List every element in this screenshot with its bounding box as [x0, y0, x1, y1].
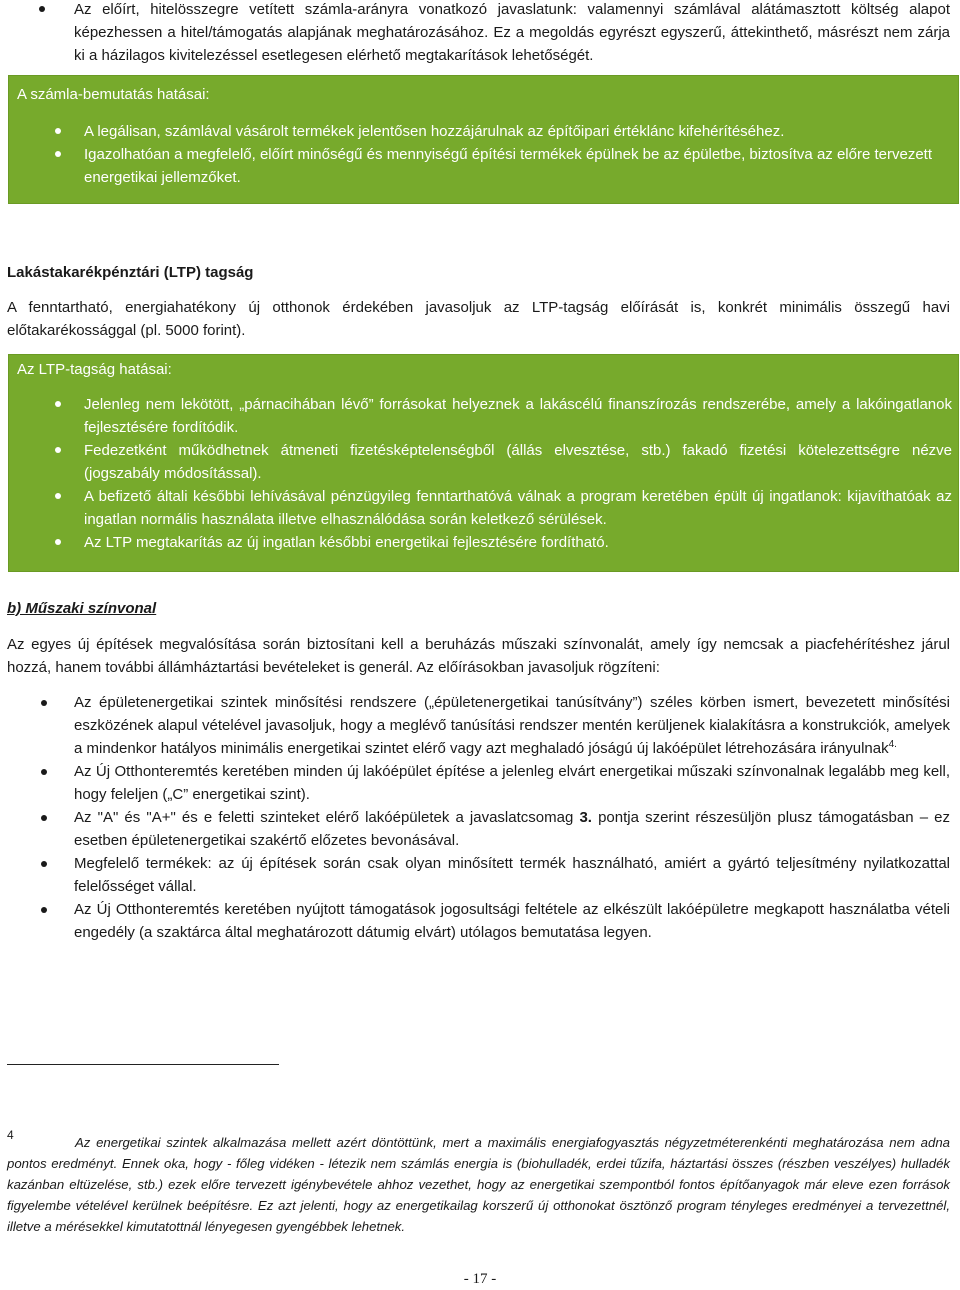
list-item [74, 691, 950, 760]
list-item: Fedezetként működhetnek átmeneti fizetésképtelenségből (állás elvesztése, stb.) fakadó fizetési kötelezettségre nézve (jogszabály módosítással). [84, 439, 952, 485]
item-text: Az "A" és "A+" és e feletti szinteket elérő lakóépületek a javaslatcsomag [74, 809, 574, 826]
footnote-divider [7, 1064, 279, 1065]
section-heading: b) Műszaki színvonal [7, 600, 157, 617]
box-bullet-list [84, 120, 952, 189]
page-number: - 17 - [463, 1271, 497, 1287]
list-item: Megfelelő termékek: az új építések során csak olyan minősített termék használható, amiért a gyártó teljesítmény nyilatkozattal felelősséget vállal. [74, 852, 950, 898]
list-item [74, 806, 950, 852]
list-item: Az Új Otthonteremtés keretében nyújtott támogatások jogosultsági feltétele az elkészült lakóépületre megkapott használatba vételi engedély (a szaktárca által meghatározott dátumig elvárt) utólagos bemutatása legyen. [74, 898, 950, 944]
item-text: pontja szerint részesüljön plusz támogatásban – ez esetben épületenergetikai szakértő előzetes bevonásával. [74, 809, 951, 849]
section-heading: Lakástakarékpénztári (LTP) tagság [7, 264, 254, 281]
list-item: Az Új Otthonteremtés keretében minden új lakóépület építése a jelenleg elvárt energetikai műszaki színvonalnak legalább meg kell, hogy feleljen („C” energetikai szint). [74, 760, 950, 806]
ltp-effects-box [8, 354, 959, 572]
top-bullet-list [74, 0, 950, 67]
box-title: Az LTP-tagság hatásai: [17, 361, 172, 378]
box-title: A számla-bemutatás hatásai: [17, 86, 210, 103]
item-bold: 3. [579, 809, 592, 826]
invoice-effects-box [8, 75, 959, 204]
requirements-list [74, 691, 950, 944]
paragraph: Az egyes új építések megvalósítása során biztosítani kell a beruházás műszaki színvonalát, amely így nemcsak a piacfehérítéshez járul hozzá, hanem további állámháztartási bevételeket is generál. Az előírásokban javasoljuk rögzíteni: [7, 636, 950, 676]
list-item: Igazolhatóan a megfelelő, előírt minőségű és mennyiségű építési termékek épülnek be az épületbe, biztosítva az előre tervezett energetikai jellemzőket. [84, 143, 952, 189]
list-item: Jelenleg nem lekötött, „párnacihában lévő” forrásokat helyeznek a lakáscélú finanszírozás rendszerébe, amely a lakóingatlanok fejlesztésére fordítódik. [84, 393, 952, 439]
item-text: Az épületenergetikai szintek minősítési rendszere („épületenergetikai tanúsítvány”) széles körben ismert, bevezetett minősítési eszközének alapul vételével javasoljuk, hogy a meglévő tanúsítási rendszer mentén kerüljenek kialakításra a konstrukciók, amelyek a mindenkor hatályos minimális energetikai szintet elérő vagy azt meghaladó jóságú új lakóépület létrehozására irányulnak [74, 694, 950, 757]
list-item: Az előírt, hitelösszegre vetített számla-arányra vonatkozó javaslatunk: valamennyi számlával alátámasztott költség alapot képezhessen a hitel/támogatás alapjának meghatározásához. Ez a megoldás egyrészt egyszerű, áttekinthető, másrészt nem zárja ki a házilagos kivitelezéssel esetlegesen elérhető megtakarítások lehetőségét. [74, 0, 950, 67]
list-item: A legálisan, számlával vásárolt termékek jelentősen hozzájárulnak az építőipari értéklánc kifehérítéséhez. [84, 120, 952, 143]
list-item: Az LTP megtakarítás az új ingatlan későbbi energetikai fejlesztésére fordítható. [84, 531, 952, 554]
footnote-number: 4 [7, 1128, 14, 1142]
box-bullet-list [84, 393, 952, 554]
footnote-text: Az energetikai szintek alkalmazása mellett azért döntöttünk, mert a maximális energiafogyasztás négyzetméterenkénti meghatározása nem adna pontos eredményt. Ennek oka, hogy - főleg vidéken - létezik nem számlás energia is (biohulladék, erdei tűzifa, háztartási összes (részben veszélyes) hulladék kazánban eltüzelése, stb.) ezek előre tervezett igénybevétele ahhoz vezethet, hogy az energetikai szempontból fontos építőanyagok már eleve ezen források figyelembe vételével kerülnek beépítésre. Ez azt jelenti, hogy az energetikailag korszerű új otthonokat ösztönző program tényleges eredményei a tervezettnél, illetve a mérésekkel kimutatottnál lényegesen gyengébbek lehetnek. [7, 1135, 950, 1234]
paragraph: A fenntartható, energiahatékony új otthonok érdekében javasoljuk az LTP-tagság előírását is, konkrét minimális összegű havi előtakarékossággal (pl. 5000 forint). [7, 299, 950, 339]
footnote-ref: 4. [888, 739, 897, 750]
list-item: A befizető általi későbbi lehívásával pénzügyileg fenntarthatóvá válnak a program keretében épült új ingatlanok: kijavíthatóak az ingatlan normális használata illetve elhasználódása során keletkező sérülések. [84, 485, 952, 531]
